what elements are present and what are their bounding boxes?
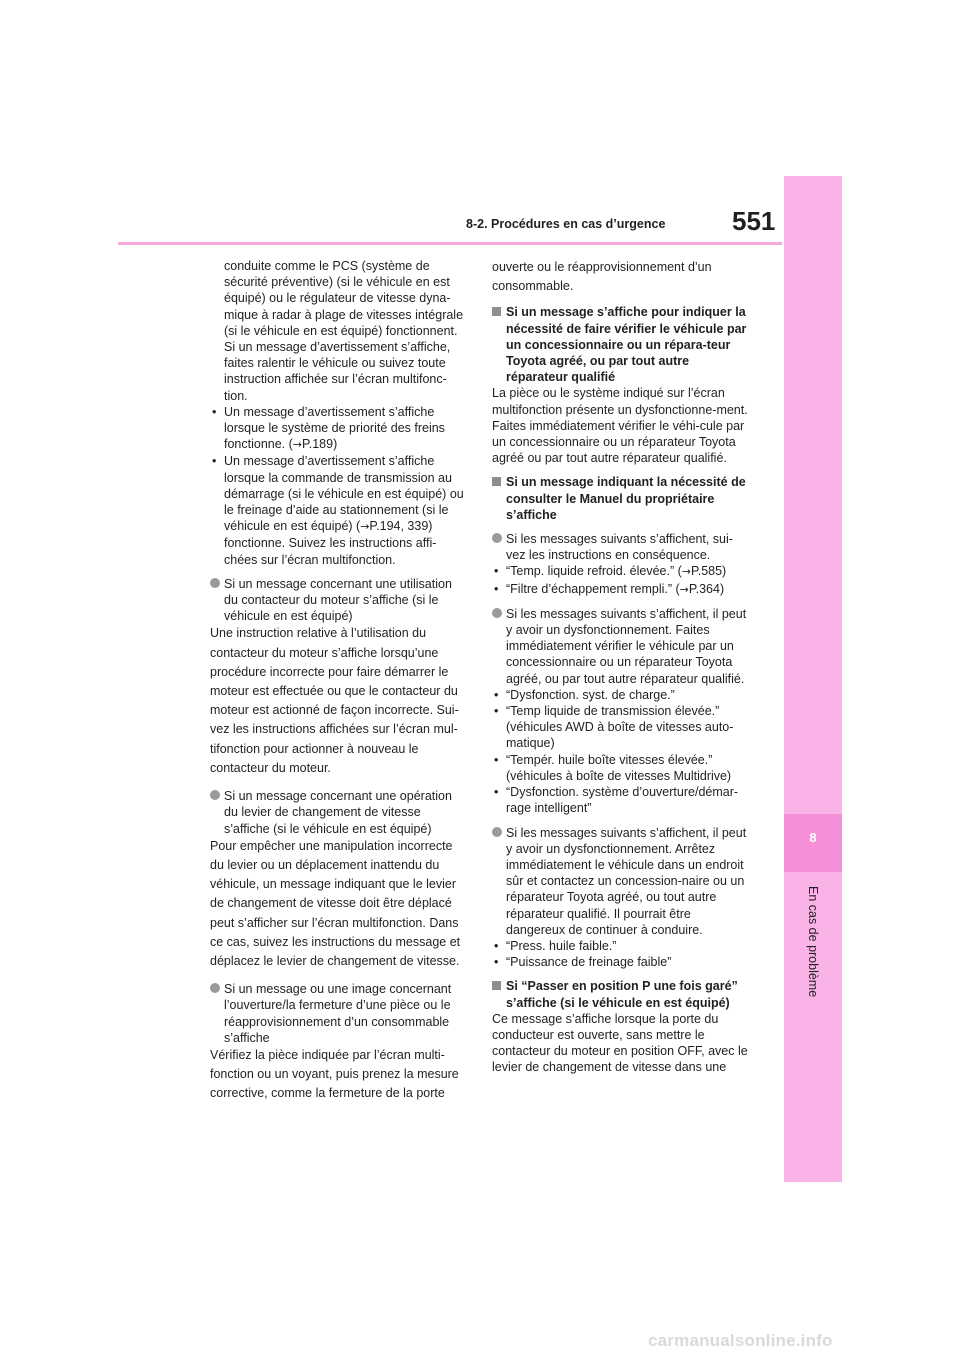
- bullet-item: • “Tempér. huile boîte vitesses élevée.” (véhicules à boîte de vitesses Multidrive): [492, 752, 752, 784]
- chapter-side-tab: [784, 176, 842, 1182]
- paragraph: Pour empêcher une manipulation incorrecte du levier ou un déplacement inattendu du véhicule, un message indiquant que le levier de changement de vitesse doit être déplacé peut s’afficher sur l’écran multifonction. Dans ce cas, suivez les instructions du message et déplacez le levier de changement de vitesse.: [210, 838, 461, 968]
- item-heading: Si un message concernant une utilisation du contacteur du moteur s’affiche (si le véhicule en est équipé): [210, 576, 466, 625]
- bullet-item: • “Temp. liquide refroid. élevée.” (→P.585): [492, 563, 752, 580]
- section-heading: Si “Passer en position P une fois garé” s’affiche (si le véhicule en est équipé): [492, 978, 752, 1010]
- paragraph: La pièce ou le système indiqué sur l’écran multifonction présente un dysfonctionne-ment. Faites immédiatement vérifier le véhi-cule par un concessionnaire ou un réparateur Toyota agréé ou par tout autre réparateur qualifié.: [492, 386, 748, 466]
- paragraph: Une instruction relative à l’utilisation du contacteur du moteur s’affiche lorsqu’une procédure incorrecte pour faire démarrer le moteur est effectuée ou que le contacteur du moteur est actionné de façon incorrecte. Sui-vez les instructions affichées sur l’écran mul-tifonction pour actionner à nouveau le contacteur du moteur.: [210, 626, 459, 775]
- watermark: carmanualsonline.info: [648, 1331, 833, 1350]
- arrow-icon: →: [360, 520, 370, 534]
- square-bullet-icon: [492, 981, 501, 990]
- bullet-item: • “Temp liquide de transmission élevée.” (véhicules AWD à boîte de vitesses auto-matique): [492, 703, 752, 752]
- bullet-dot-icon: [492, 608, 502, 618]
- arrow-icon: →: [292, 438, 303, 452]
- chapter-label: En cas de problème: [806, 886, 820, 998]
- bullet-dot-icon: [210, 790, 220, 800]
- paragraph: ouverte ou le réapprovisionnement d’un consommable.: [492, 260, 712, 294]
- paragraph: conduite comme le PCS (système de sécurité préventive) (si le véhicule en est équipé) ou le régulateur de vitesse dyna-mique à radar à plage de vitesses intégrale (si le véhicule en est équipé) fonctionnent. Si un message d’avertissement s’affiche, faites ralentir le véhicule ou suivez toute instruction affichée sur l’écran multifonc-tion.: [224, 259, 464, 403]
- square-bullet-icon: [492, 477, 501, 486]
- bullet-item: • Un message d’avertissement s’affiche lorsque le système de priorité des freins fonctionne. (→P.189): [210, 404, 466, 454]
- paragraph: Vérifiez la pièce indiquée par l’écran multi-fonction ou un voyant, puis prenez la mesure corrective, comme la fermeture de la porte: [210, 1047, 459, 1101]
- page-number: 551: [732, 206, 776, 236]
- bullet-dot-icon: [492, 533, 502, 543]
- item-heading: Si les messages suivants s’affichent, il peut y avoir un dysfonctionnement. Faites immédiatement vérifier le véhicule par un concessionnaire ou un réparateur Toyota agréé, ou par tout autre réparateur qualifié.: [492, 606, 752, 687]
- section-heading: Si un message indiquant la nécessité de consulter le Manuel du propriétaire s’affiche: [492, 474, 752, 523]
- section-heading: Si un message s’affiche pour indiquer la nécessité de faire vérifier le véhicule par un concessionnaire ou un répara-teur Toyota agréé, ou par tout autre réparateur qualifié: [492, 304, 752, 385]
- square-bullet-icon: [492, 307, 501, 316]
- item-heading: Si un message ou une image concernant l’ouverture/la fermeture d’une pièce ou le réapprovisionnement d’un consommable s’affiche: [210, 981, 466, 1046]
- bullet-item: • “Press. huile faible.”: [492, 938, 752, 954]
- item-heading: Si les messages suivants s’affichent, sui-vez les instructions en conséquence.: [492, 531, 752, 563]
- bullet-item: • Un message d’avertissement s’affiche lorsque la commande de transmission au démarrage (si le véhicule en est équipé) ou le freinage d’aide au stationnement (si le véhicule en est équipé) (→P.194, 339) fonctionne. Suivez les instructions affi-chées sur l’écran multifonction.: [210, 453, 466, 567]
- arrow-icon: →: [681, 565, 691, 579]
- section-title: 8-2. Procédures en cas d’urgence: [466, 217, 666, 231]
- arrow-icon: →: [679, 582, 689, 596]
- header-divider: [118, 242, 782, 245]
- paragraph: Ce message s’affiche lorsque la porte du conducteur est ouverte, sans mettre le contacteur du moteur en position OFF, avec le levier de changement de vitesse dans une: [492, 1011, 748, 1075]
- bullet-dot-icon: [210, 578, 220, 588]
- bullet-item: • “Puissance de freinage faible”: [492, 954, 752, 970]
- right-column: [492, 258, 752, 1076]
- item-heading: Si les messages suivants s’affichent, il peut y avoir un dysfonctionnement. Arrêtez immédiatement le véhicule dans un endroit sûr et contactez un concession-naire ou un réparateur Toyota agréé, ou tout autre réparateur qualifié. Il pourrait être dangereux de continuer à conduire.: [492, 825, 752, 938]
- left-column: [210, 258, 466, 1104]
- bullet-item: • “Filtre d’échappement rempli.” (→P.364): [492, 581, 752, 598]
- bullet-dot-icon: [210, 983, 220, 993]
- bullet-dot-icon: [492, 827, 502, 837]
- chapter-number: 8: [809, 830, 817, 845]
- bullet-item: • “Dysfonction. système d’ouverture/démar-rage intelligent”: [492, 784, 752, 816]
- item-heading: Si un message concernant une opération du levier de changement de vitesse s’affiche (si le véhicule en est équipé): [210, 788, 466, 837]
- bullet-item: • “Dysfonction. syst. de charge.”: [492, 687, 752, 703]
